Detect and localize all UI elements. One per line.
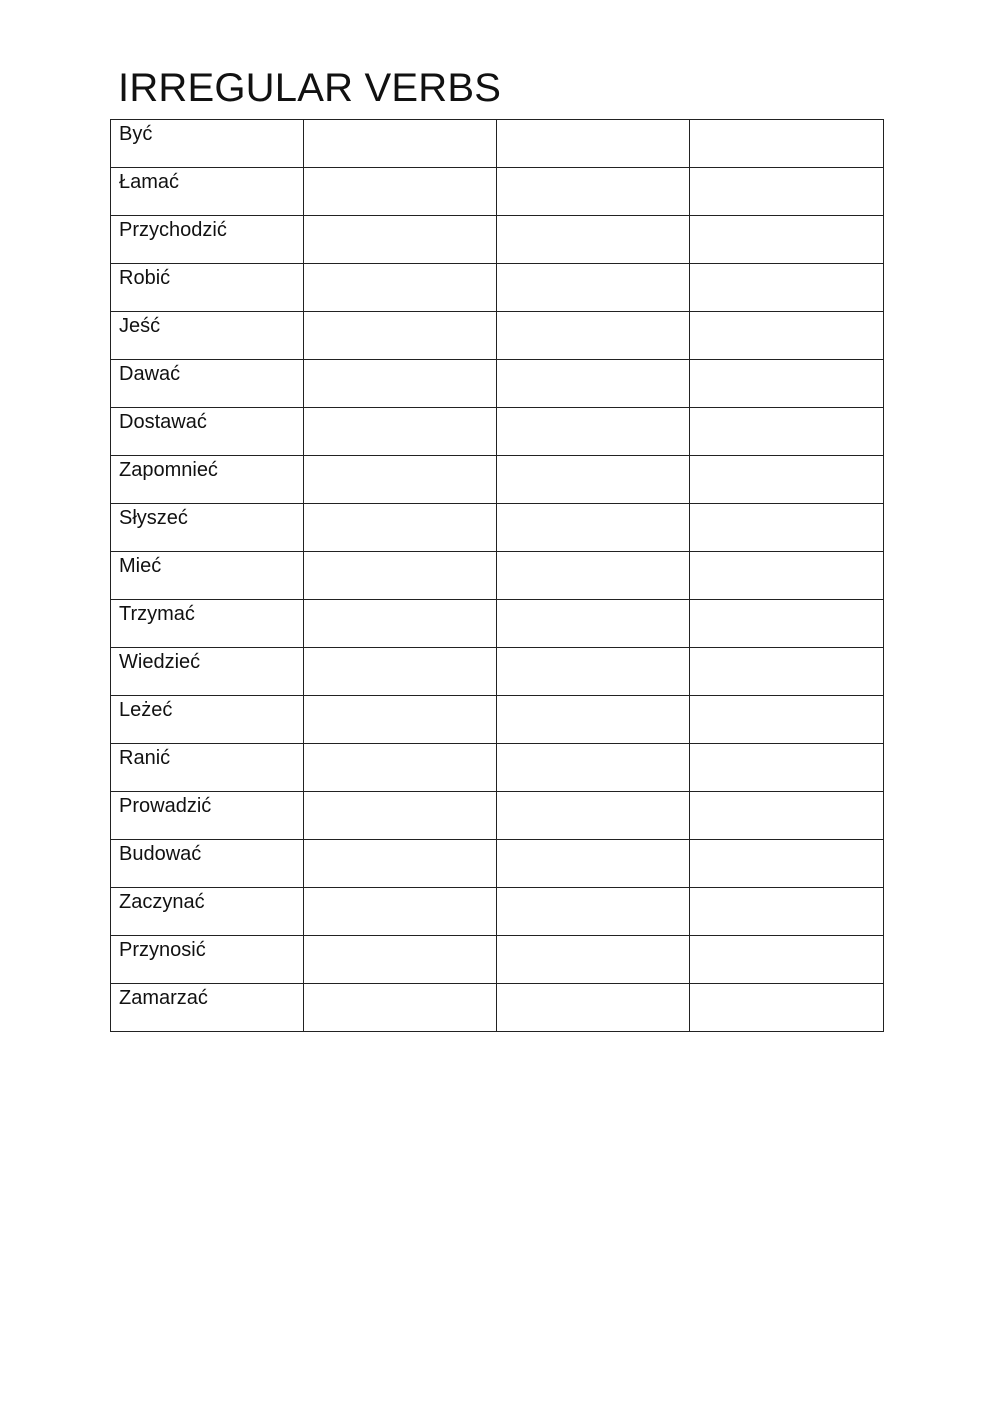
verb-cell: Mieć <box>111 552 304 600</box>
answer-cell[interactable] <box>497 264 690 312</box>
answer-cell[interactable] <box>690 936 884 984</box>
answer-cell[interactable] <box>497 168 690 216</box>
answer-cell[interactable] <box>690 264 884 312</box>
answer-cell[interactable] <box>304 792 497 840</box>
table-row <box>111 936 884 984</box>
verb-cell: Łamać <box>111 168 304 216</box>
table-row <box>111 168 884 216</box>
verb-cell: Trzymać <box>111 600 304 648</box>
answer-cell[interactable] <box>304 648 497 696</box>
table-row <box>111 744 884 792</box>
answer-cell[interactable] <box>497 696 690 744</box>
answer-cell[interactable] <box>690 552 884 600</box>
answer-cell[interactable] <box>304 936 497 984</box>
table-row <box>111 264 884 312</box>
table-row <box>111 696 884 744</box>
answer-cell[interactable] <box>497 888 690 936</box>
verb-cell: Robić <box>111 264 304 312</box>
answer-cell[interactable] <box>497 648 690 696</box>
answer-cell[interactable] <box>497 504 690 552</box>
verb-cell: Zapomnieć <box>111 456 304 504</box>
answer-cell[interactable] <box>497 360 690 408</box>
answer-cell[interactable] <box>304 840 497 888</box>
answer-cell[interactable] <box>304 600 497 648</box>
verb-cell: Prowadzić <box>111 792 304 840</box>
answer-cell[interactable] <box>690 840 884 888</box>
verb-cell: Zamarzać <box>111 984 304 1032</box>
table-row <box>111 552 884 600</box>
answer-cell[interactable] <box>690 216 884 264</box>
table-row <box>111 600 884 648</box>
table-row <box>111 216 884 264</box>
answer-cell[interactable] <box>497 984 690 1032</box>
answer-cell[interactable] <box>304 216 497 264</box>
table-row <box>111 408 884 456</box>
answer-cell[interactable] <box>690 456 884 504</box>
answer-cell[interactable] <box>497 744 690 792</box>
answer-cell[interactable] <box>690 408 884 456</box>
verb-cell: Przynosić <box>111 936 304 984</box>
verb-cell: Jeść <box>111 312 304 360</box>
page-title: IRREGULAR VERBS <box>118 66 502 110</box>
answer-cell[interactable] <box>690 360 884 408</box>
answer-cell[interactable] <box>497 600 690 648</box>
answer-cell[interactable] <box>304 264 497 312</box>
table-row <box>111 648 884 696</box>
answer-cell[interactable] <box>690 312 884 360</box>
answer-cell[interactable] <box>690 600 884 648</box>
answer-cell[interactable] <box>304 312 497 360</box>
answer-cell[interactable] <box>690 744 884 792</box>
table-row <box>111 120 884 168</box>
answer-cell[interactable] <box>304 504 497 552</box>
table-row <box>111 360 884 408</box>
answer-cell[interactable] <box>497 936 690 984</box>
answer-cell[interactable] <box>497 216 690 264</box>
verb-cell: Wiedzieć <box>111 648 304 696</box>
answer-cell[interactable] <box>304 408 497 456</box>
answer-cell[interactable] <box>497 312 690 360</box>
answer-cell[interactable] <box>304 744 497 792</box>
verb-rows <box>111 120 884 1032</box>
verb-cell: Przychodzić <box>111 216 304 264</box>
answer-cell[interactable] <box>304 120 497 168</box>
table-row <box>111 504 884 552</box>
answer-cell[interactable] <box>690 648 884 696</box>
verb-cell: Leżeć <box>111 696 304 744</box>
table-row <box>111 888 884 936</box>
table-row <box>111 312 884 360</box>
verb-cell: Ranić <box>111 744 304 792</box>
verb-cell: Być <box>111 120 304 168</box>
answer-cell[interactable] <box>304 696 497 744</box>
answer-cell[interactable] <box>690 696 884 744</box>
answer-cell[interactable] <box>497 408 690 456</box>
answer-cell[interactable] <box>690 120 884 168</box>
verb-cell: Zaczynać <box>111 888 304 936</box>
answer-cell[interactable] <box>497 456 690 504</box>
verb-cell: Dostawać <box>111 408 304 456</box>
answer-cell[interactable] <box>690 504 884 552</box>
answer-cell[interactable] <box>497 552 690 600</box>
answer-cell[interactable] <box>497 792 690 840</box>
answer-cell[interactable] <box>690 984 884 1032</box>
verb-cell: Budować <box>111 840 304 888</box>
answer-cell[interactable] <box>304 888 497 936</box>
table-row <box>111 456 884 504</box>
answer-cell[interactable] <box>497 840 690 888</box>
irregular-verbs-table <box>110 119 884 1032</box>
verb-cell: Dawać <box>111 360 304 408</box>
table-row <box>111 840 884 888</box>
verb-cell: Słyszeć <box>111 504 304 552</box>
answer-cell[interactable] <box>304 456 497 504</box>
answer-cell[interactable] <box>304 168 497 216</box>
answer-cell[interactable] <box>690 792 884 840</box>
answer-cell[interactable] <box>690 168 884 216</box>
table-row <box>111 984 884 1032</box>
answer-cell[interactable] <box>497 120 690 168</box>
answer-cell[interactable] <box>304 984 497 1032</box>
table-row <box>111 792 884 840</box>
answer-cell[interactable] <box>304 360 497 408</box>
answer-cell[interactable] <box>690 888 884 936</box>
answer-cell[interactable] <box>304 552 497 600</box>
